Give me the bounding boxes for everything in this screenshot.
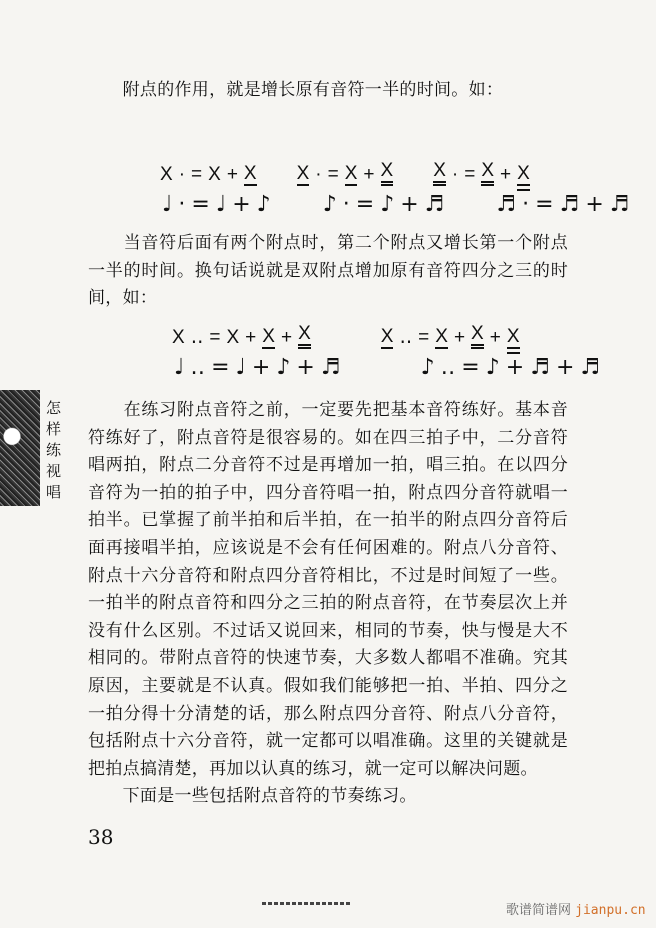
page-number: 38 bbox=[88, 824, 114, 849]
notation-single-dot-notes: ♩ · = ♩ + ♪ ♪ · = ♪ + ♬ ♬ · = ♬ + ♬ bbox=[162, 192, 630, 217]
notation-double-dot-letters: X ‥ = X + X + X X ‥ = X + X + X bbox=[172, 323, 520, 348]
side-book-title: 怎样练视唱 bbox=[46, 399, 62, 501]
watermark: 歌谱简谱网 jianpu.cn bbox=[506, 903, 646, 918]
notation-single-dot-letters: X · = X + X X · = X + X X · = X + X bbox=[160, 160, 530, 185]
paragraph-single-dot: 附点的作用，就是增长原有音符一半的时间。如： bbox=[88, 80, 504, 100]
paragraph-exercises-intro: 下面是一些包括附点音符的节奏练习。 bbox=[88, 786, 417, 807]
side-decoration-image bbox=[0, 390, 40, 506]
notation-double-dot-notes: ♩ ‥ = ♩ + ♪ + ♬ ♪ ‥ = ♪ + ♬ + ♬ bbox=[174, 355, 601, 380]
body-text-flow bbox=[88, 397, 568, 849]
scan-artifact bbox=[262, 902, 352, 905]
paragraph-double-dot: 当音符后面有两个附点时，第二个附点又增长第一个附点一半的时间。换句话说就是双附点增加原有音符四分之三的时间，如： bbox=[88, 233, 568, 309]
paragraph-practice-advice: 在练习附点音符之前，一定要先把基本音符练好。基本音符练好了，附点音符是很容易的。如在四三拍子中，二分音符唱两拍，附点二分音符不过是再增加一拍，唱三拍。在以四分音符为一拍的拍子中，四分音符唱一拍，附点四分音符就唱一拍半。已掌握了前半拍和后半拍，在一拍半的附点四分音符后面再接唱半拍，应该说是不会有任何困难的。附点八分音符、附点十六分音符和附点四分音符相比，不过是时间短了一些。一拍半的附点音符和四分之三拍的附点音符，在节奏层次上并没有什么区别。不过话又说回来，相同的节奏，快与慢是大不相同的。带附点音符的快速节奏，大多数人都唱不准确。究其原因，主要就是不认真。假如我们能够把一拍、半拍、四分之一拍分得十分清楚的话，那么附点四分音符、附点八分音符，包括附点十六分音符，就一定都可以唱准确。这里的关键就是把拍点搞清楚，再加以认真的练习，就一定可以解决问题。 bbox=[88, 400, 568, 779]
